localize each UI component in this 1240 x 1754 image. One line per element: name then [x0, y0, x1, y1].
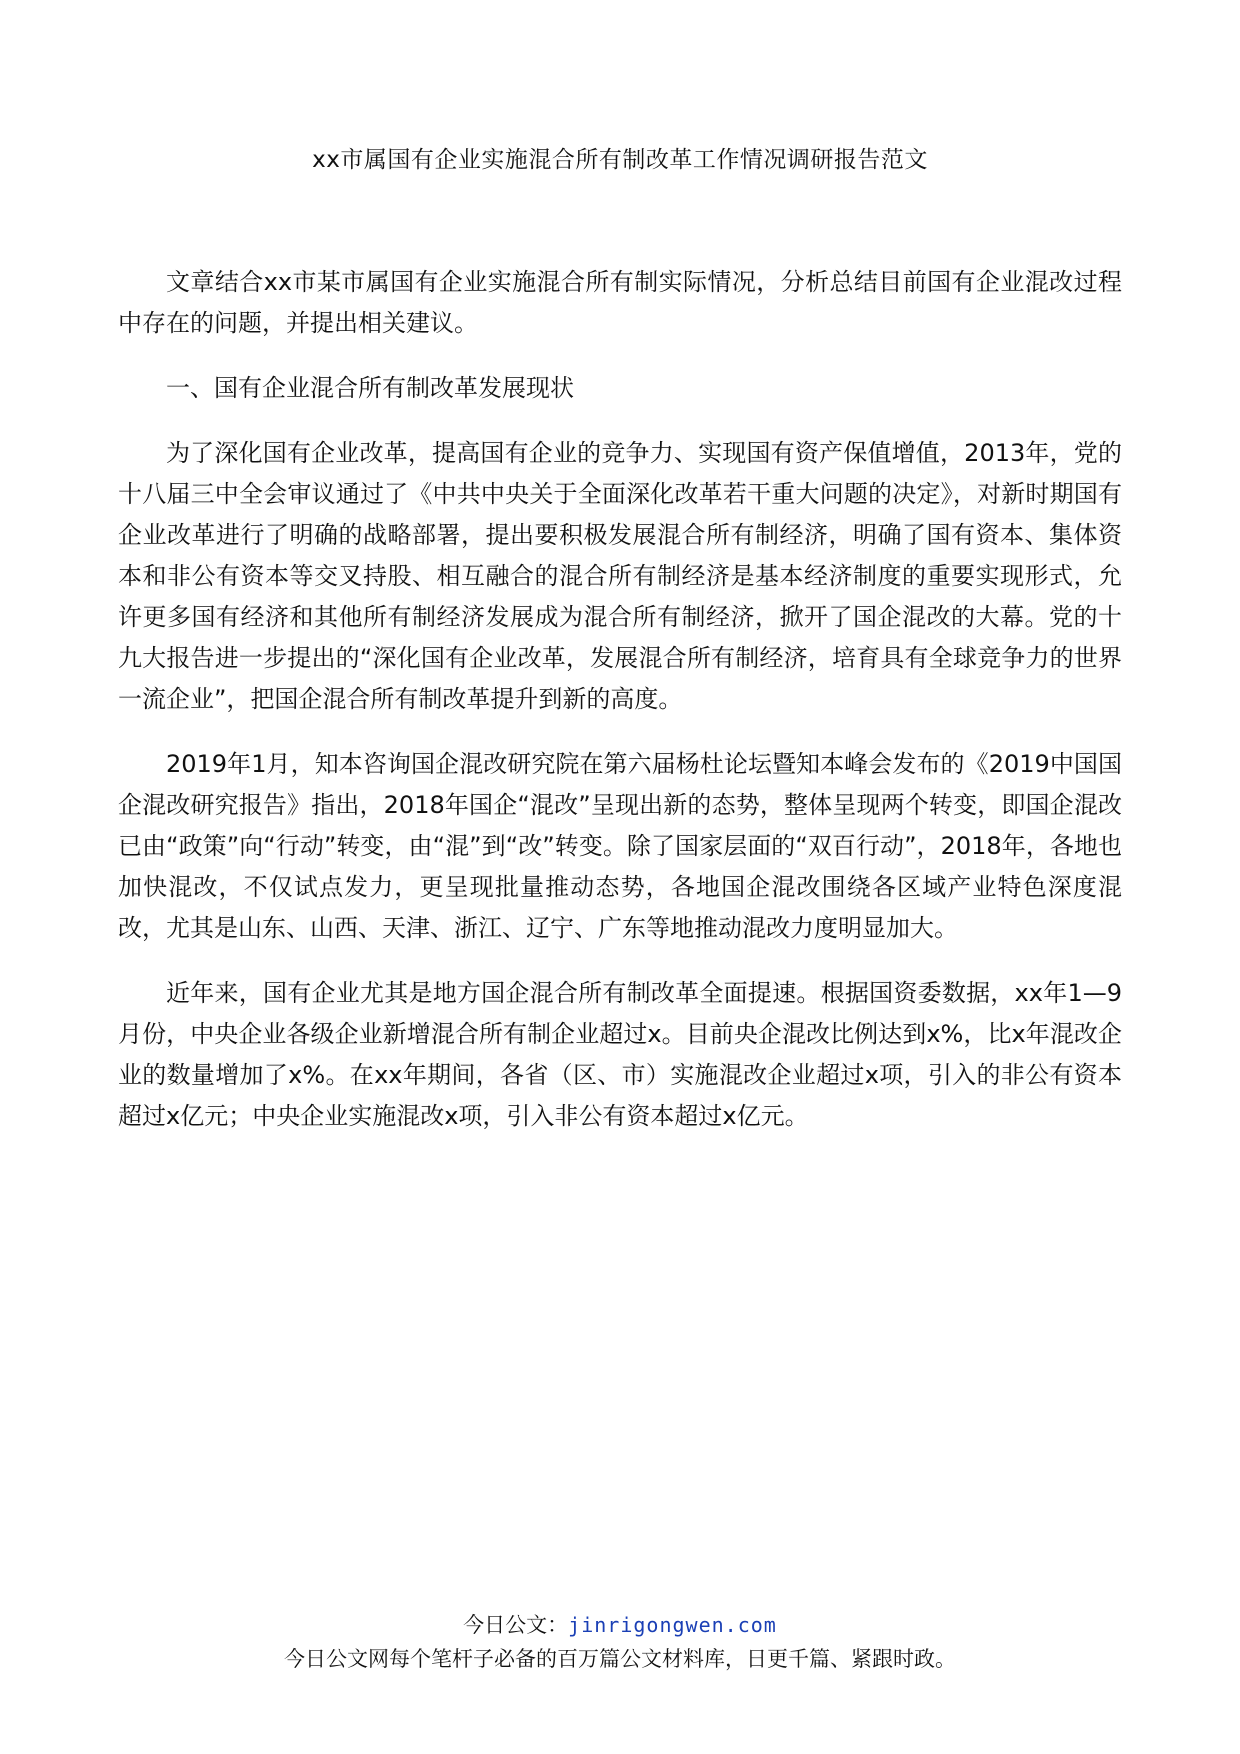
footer-watermark — [0, 1608, 1240, 1676]
document-body — [118, 262, 1122, 1161]
body-paragraph: 近年来，国有企业尤其是地方国企混合所有制改革全面提速。根据国资委数据，xx年1—9月份，中央企业各级企业新增混合所有制企业超过x。目前央企混改比例达到x%，比x年混改企业的数量增加了x%。在xx年期间，各省（区、市）实施混改企业超过x项，引入的非公有资本超过x亿元；中央企业实施混改x项，引入非公有资本超过x亿元。 — [118, 979, 1122, 1130]
footer-label: 今日公文： — [463, 1613, 569, 1637]
footer-site-line — [0, 1608, 1240, 1642]
section-heading: 一、国有企业混合所有制改革发展现状 — [166, 374, 574, 402]
footer-url-link[interactable]: jinrigongwen.com — [568, 1613, 777, 1637]
body-paragraph: 为了深化国有企业改革，提高国有企业的竞争力、实现国有资产保值增值，2013年，党的十八届三中全会审议通过了《中共中央关于全面深化改革若干重大问题的决定》，对新时期国有企业改革进行了明确的战略部署，提出要积极发展混合所有制经济，明确了国有资本、集体资本和非公有资本等交叉持股、相互融合的混合所有制经济是基本经济制度的重要实现形式，允许更多国有经济和其他所有制经济发展成为混合所有制经济，掀开了国企混改的大幕。党的十九大报告进一步提出的“深化国有企业改革，发展混合所有制经济，培育具有全球竞争力的世界一流企业”，把国企混合所有制改革提升到新的高度。 — [118, 439, 1122, 713]
document-title: xx市属国有企业实施混合所有制改革工作情况调研报告范文 — [312, 147, 928, 173]
body-paragraph: 2019年1月，知本咨询国企混改研究院在第六届杨杜论坛暨知本峰会发布的《2019中国国企混改研究报告》指出，2018年国企“混改”呈现出新的态势，整体呈现两个转变，即国企混改已由“政策”向“行动”转变，由“混”到“改”转变。除了国家层面的“双百行动”，2018年，各地也加快混改，不仅试点发力，更呈现批量推动态势，各地国企混改围绕各区域产业特色深度混改，尤其是山东、山西、天津、浙江、辽宁、广东等地推动混改力度明显加大。 — [118, 750, 1122, 942]
footer-slogan: 今日公文网每个笔杆子必备的百万篇公文材料库，日更千篇、紧跟时政。 — [284, 1647, 956, 1671]
intro-paragraph: 文章结合xx市某市属国有企业实施混合所有制实际情况，分析总结目前国有企业混改过程中存在的问题，并提出相关建议。 — [118, 268, 1122, 337]
